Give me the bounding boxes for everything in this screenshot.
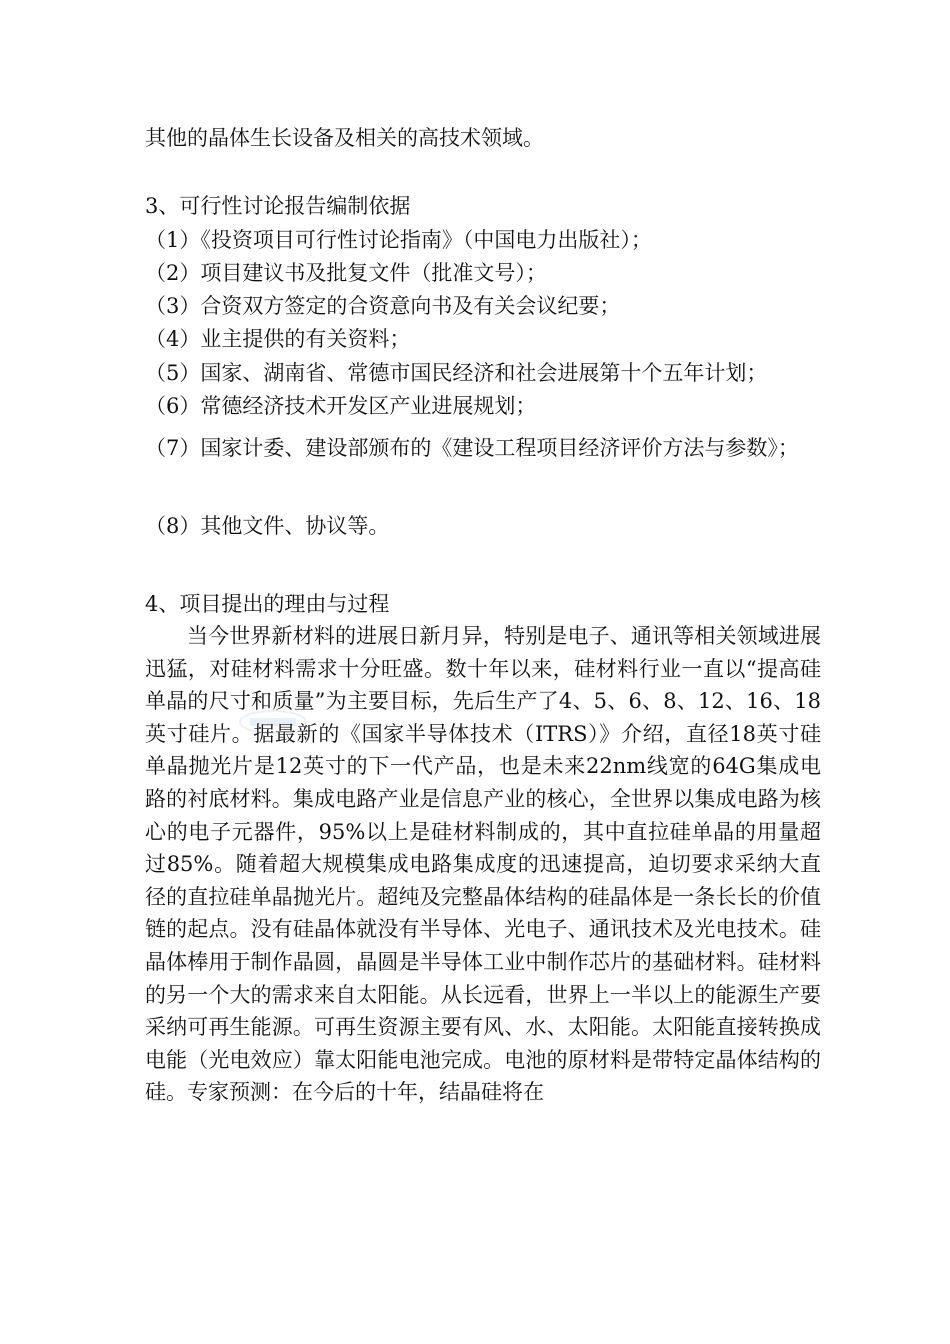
list-item: （4）业主提供的有关资料； xyxy=(145,327,411,351)
list-item: （5）国家、湖南省、常德市国民经济和社会进展第十个五年计划； xyxy=(145,361,768,385)
list-item: （3）合资双方签定的合资意向书及有关会议纪要； xyxy=(145,294,621,318)
intro-line: 其他的晶体生长设备及相关的高技术领域。 xyxy=(145,126,544,150)
list-item: （2）项目建议书及批复文件（批准文号）； xyxy=(145,261,547,285)
watermark-logo xyxy=(238,708,308,736)
list-item: （7）国家计委、建设部颁布的《建设工程项目经济评价方法与参数》； xyxy=(145,436,799,460)
list-item: （8）其他文件、协议等。 xyxy=(145,514,390,538)
section-4-paragraph: 当今世界新材料的进展日新月异，特别是电子、通讯等相关领域进展迅猛，对硅材料需求十分旺盛。数十年以来，硅材料行业一直以“提高硅单晶的尺寸和质量”为主要目标，先后生产了4、5、6、8、12、16、18英寸硅片。据最新的《国家半导体技术（ITRS）》介绍，直径18英寸硅单晶抛光片是12英寸的下一代产品，也是未来22nm线宽的64G集成电路的衬底材料。集成电路产业是信息产业的核心，全世界以集成电路为核心的电子元器件，95%以上是硅材料制成的，其中直拉硅单晶的用量超过85%。随着超大规模集成电路集成度的迅速提高，迫切要求采纳大直径的直拉硅单晶抛光片。超纯及完整晶体结构的硅晶体是一条长长的价值链的起点。没有硅晶体就没有半导体、光电子、通讯技术及光电技术。硅晶体棒用于制作晶圆，晶圆是半导体工业中制作芯片的基础材料。硅材料的另一个大的需求来自太阳能。从长远看，世界上一半以上的能源生产要采纳可再生能源。可再生资源主要有风、水、太阳能。太阳能直接转换成电能（光电效应）靠太阳能电池完成。电池的原材料是带特定晶体结构的硅。专家预测：在今后的十年，结晶硅将在 xyxy=(145,624,821,1105)
section-3-heading: 3、可行性讨论报告编制依据 xyxy=(145,194,411,218)
section-4-heading: 4、项目提出的理由与过程 xyxy=(145,592,390,616)
list-item: （6）常德经济技术开发区产业进展规划； xyxy=(145,394,537,418)
list-item: （1）《投资项目可行性讨论指南》（中国电力出版社）； xyxy=(145,228,652,252)
